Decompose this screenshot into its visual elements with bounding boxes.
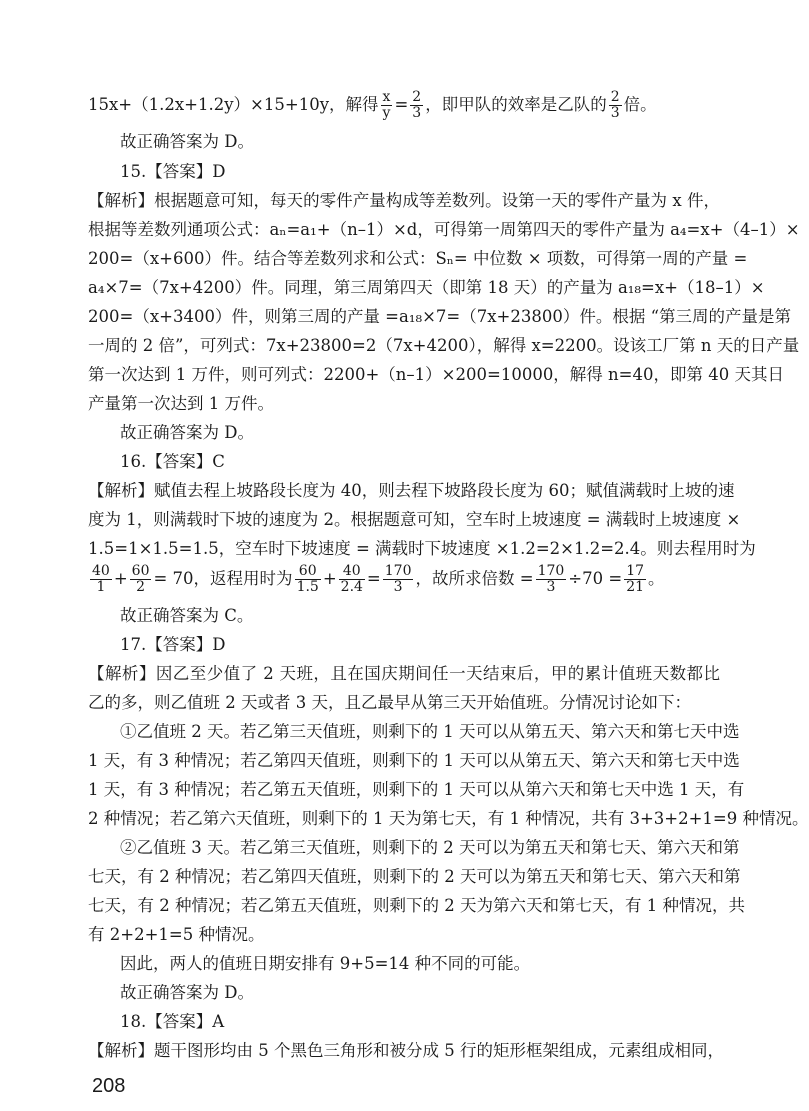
fraction-denominator: 3 xyxy=(393,579,403,595)
fraction-denominator: 2 xyxy=(136,579,146,595)
formula-text: + xyxy=(113,569,128,588)
conclusion-line: 故正确答案为 D。 xyxy=(120,983,254,1002)
fraction-numerator: 170 xyxy=(537,563,565,579)
page-number: 208 xyxy=(92,1075,126,1097)
analysis-line: 【解析】赋值去程上坡路段长度为 40，则去程下坡路段长度为 60；赋值满载时上坡的速 xyxy=(88,481,735,500)
case-line: ②乙值班 3 天。若乙第三天值班，则剩下的 2 天可以为第五天和第七天、第六天和第 xyxy=(120,838,740,857)
fraction-numerator: 170 xyxy=(384,563,412,579)
formula-text: = xyxy=(394,95,409,114)
analysis-line: 200=（x+3400）件，则第三周的产量 =a₁₈×7=（7x+23800）件。根据 “第三周的产量是第 xyxy=(88,307,792,326)
fraction-denominator: 3 xyxy=(412,105,422,121)
fraction-numerator: 17 xyxy=(626,563,645,579)
formula-text: 倍。 xyxy=(623,95,657,114)
case-line: 七天，有 2 种情况；若乙第四天值班，则剩下的 2 天可以为第五天和第七天、第六天和第 xyxy=(88,867,741,886)
conclusion-line: 故正确答案为 C。 xyxy=(120,606,254,625)
answer-heading-16: 16.【答案】C xyxy=(120,452,225,471)
case-line: 有 2+2+1=5 种情况。 xyxy=(88,925,265,944)
analysis-line: 一周的 2 倍”，可列式：7x+23800=2（7x+4200），解得 x=2200。设该工厂第 n 天的日产量 xyxy=(88,336,800,355)
analysis-line: 1.5=1×1.5=1.5，空车时下坡速度 = 满载时下坡速度 ×1.2=2×1.2=2.4。则去程用时为 xyxy=(88,539,756,558)
formula-text: + xyxy=(322,569,337,588)
formula-text: 。 xyxy=(648,569,665,588)
fraction-numerator: 2 xyxy=(610,89,620,105)
fraction-numerator: 2 xyxy=(412,89,422,105)
analysis-line: 乙的多，则乙值班 2 天或者 3 天，且乙最早从第三天开始值班。分情况讨论如下： xyxy=(88,693,691,712)
fraction xyxy=(90,564,112,595)
fraction-2-over-3 xyxy=(410,90,423,121)
case-line: 1 天，有 3 种情况；若乙第四天值班，则剩下的 1 天可以从第五天、第六天和第七天中选 xyxy=(88,751,740,770)
fraction-numerator: 40 xyxy=(92,563,110,579)
analysis-line: 【解析】根据题意可知，每天的零件产量构成等差数列。设第一天的零件产量为 x 件， xyxy=(88,191,720,210)
formula-text: ，即甲队的效率是乙队的 xyxy=(425,95,607,114)
fraction-x-over-y xyxy=(381,90,393,121)
fraction-numerator: 40 xyxy=(339,564,365,580)
conclusion-line: 故正确答案为 D。 xyxy=(120,132,254,151)
analysis-line: 度为 1，则满载时下坡的速度为 2。根据题意可知，空车时上坡速度 = 满载时上坡速度 × xyxy=(88,510,741,529)
formula-text: = 70，返程用时为 xyxy=(153,569,293,588)
fraction xyxy=(536,564,567,595)
summary-line: 因此，两人的值班日期安排有 9+5=14 种不同的可能。 xyxy=(120,954,531,973)
fraction-numerator: 60 xyxy=(295,564,321,580)
fraction-denominator: y xyxy=(382,105,391,121)
analysis-line: 【解析】题干图形均由 5 个黑色三角形和被分成 5 行的矩形框架组成，元素组成相同， xyxy=(88,1041,724,1060)
analysis-line: 【解析】因乙至少值了 2 天班，且在国庆期间任一天结束后，甲的累计值班天数都比 xyxy=(88,664,720,683)
fraction-2-over-3 xyxy=(609,90,622,121)
case-line: ①乙值班 2 天。若乙第三天值班，则剩下的 1 天可以从第五天、第六天和第七天中选 xyxy=(120,722,740,741)
formula-text: ÷70 = xyxy=(568,569,623,588)
case-line: 七天，有 2 种情况；若乙第五天值班，则剩下的 2 天为第六天和第七天，有 1 种情况，共 xyxy=(88,896,745,915)
fraction-denominator: 1.5 xyxy=(296,579,319,595)
fraction xyxy=(624,564,646,595)
analysis-line: 200=（x+600）件。结合等差数列求和公式：Sₙ= 中位数 × 项数，可得第一周的产量 = xyxy=(88,249,748,268)
answer-heading-17: 17.【答案】D xyxy=(120,635,226,654)
formula-text: 15x+（1.2x+1.2y）×15+10y，解得 xyxy=(88,95,379,114)
analysis-line: 根据等差数列通项公式：aₙ=a₁+（n–1）×d，可得第一周第四天的零件产量为 a₄=x+（4–1）× xyxy=(88,220,800,239)
formula-line-efficiency xyxy=(88,88,720,122)
analysis-line: a₄×7=（7x+4200）件。同理，第三周第四天（即第 18 天）的产量为 a₁₈=x+（18–1）× xyxy=(88,278,765,297)
fraction-denominator: 2.4 xyxy=(340,579,363,595)
analysis-line: 第一次达到 1 万件，则可列式：2200+（n–1）×200=10000，解得 n=40，即第 40 天其日 xyxy=(88,365,784,384)
conclusion-line: 故正确答案为 D。 xyxy=(120,423,254,442)
fraction-denominator: 3 xyxy=(610,105,620,121)
fraction-numerator: 60 xyxy=(131,563,150,579)
fraction xyxy=(130,564,152,595)
fraction-denominator: 3 xyxy=(546,579,556,595)
answer-heading-15: 15.【答案】D xyxy=(120,162,226,181)
fraction xyxy=(339,564,365,595)
case-line: 2 种情况；若乙第六天值班，则剩下的 1 天为第七天，有 1 种情况，共有 3+3+2+1=9 种情况。 xyxy=(88,809,809,828)
fraction xyxy=(295,564,321,595)
formula-text: = xyxy=(366,569,381,588)
formula-text: ，故所求倍数 = xyxy=(415,569,534,588)
case-line: 1 天，有 3 种情况；若乙第五天值班，则剩下的 1 天可以从第六天和第七天中选 1 天，有 xyxy=(88,780,745,799)
answer-heading-18: 18.【答案】A xyxy=(120,1012,225,1031)
fraction-denominator: 1 xyxy=(96,579,106,595)
fraction-denominator: 21 xyxy=(626,579,645,595)
formula-line-time-ratio xyxy=(88,562,720,596)
fraction-numerator: x xyxy=(381,90,393,106)
fraction xyxy=(383,564,414,595)
analysis-line: 产量第一次达到 1 万件。 xyxy=(88,394,274,413)
